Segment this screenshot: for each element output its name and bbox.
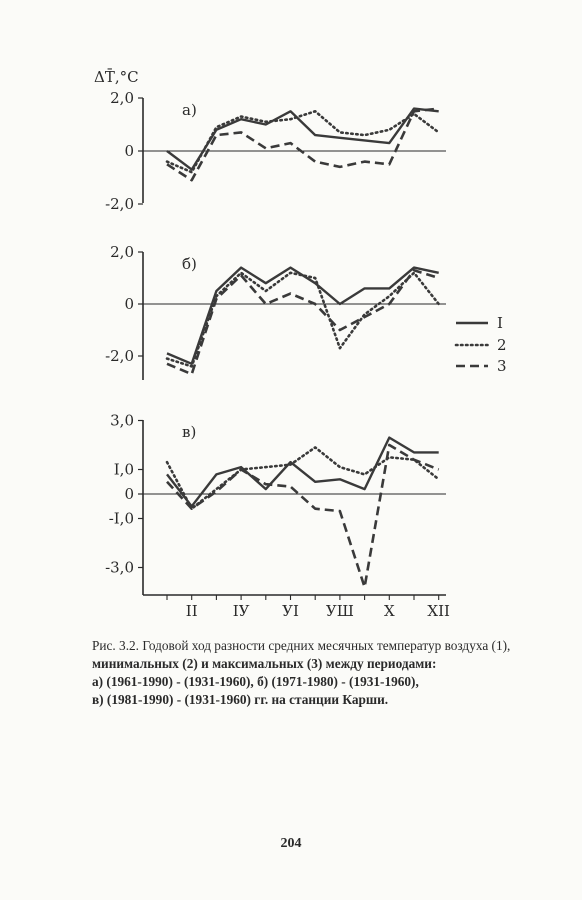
panel-3 bbox=[105, 412, 446, 601]
y-tick-label: 2,0 bbox=[110, 243, 134, 261]
y-axis-label: ΔT̄,°C bbox=[94, 68, 139, 86]
page-number: 204 bbox=[280, 836, 302, 851]
panel-2 bbox=[105, 243, 446, 380]
y-tick-label: -I,0 bbox=[108, 509, 134, 528]
caption-line-2: минимальных (2) и максимальных (3) между периодами: bbox=[92, 656, 437, 671]
caption-line-3: а) (1961-1990) - (1931-1960), б) (1971-1980) - (1931-1960), bbox=[92, 674, 419, 689]
x-tick-label: УI bbox=[282, 602, 299, 620]
figure-caption bbox=[92, 637, 564, 709]
y-tick-label: 3,0 bbox=[110, 411, 134, 430]
y-tick-label: 0 bbox=[124, 295, 134, 313]
x-tick-label: X bbox=[383, 602, 395, 620]
y-tick-label: -2,0 bbox=[105, 347, 134, 365]
series-line-1 bbox=[167, 109, 439, 170]
legend-label-3: 3 bbox=[497, 357, 507, 375]
x-axis-month-labels bbox=[186, 602, 450, 620]
x-tick-label: УШ bbox=[325, 602, 354, 620]
y-tick-label: 0 bbox=[124, 485, 134, 503]
series-line-2 bbox=[167, 111, 439, 172]
y-tick-label: -2,0 bbox=[105, 195, 134, 213]
x-tick-label: XII bbox=[427, 602, 450, 620]
series-line-1 bbox=[167, 268, 439, 364]
legend-label-1: I bbox=[497, 314, 503, 332]
panel-label: в) bbox=[182, 423, 197, 441]
panel-label: a) bbox=[182, 101, 197, 119]
panel-1 bbox=[105, 89, 446, 213]
caption-line-1: Рис. 3.2. Годовой ход разности средних месячных температур воздуха (1), bbox=[92, 638, 511, 653]
panel-label: б) bbox=[182, 255, 197, 273]
x-tick-label: II bbox=[185, 602, 198, 620]
y-tick-label: 0 bbox=[124, 142, 134, 160]
series-line-2 bbox=[167, 447, 439, 508]
legend-label-2: 2 bbox=[497, 336, 507, 354]
series-line-3 bbox=[167, 445, 439, 587]
series-line-2 bbox=[167, 273, 439, 367]
caption-line-4: в) (1981-1990) - (1931-1960) гг. на станции Карши. bbox=[92, 692, 389, 707]
legend bbox=[456, 314, 507, 375]
panels-group bbox=[105, 89, 446, 600]
series-line-3 bbox=[167, 270, 439, 374]
x-tick-label: IУ bbox=[232, 602, 250, 620]
y-tick-label: I,0 bbox=[113, 460, 134, 479]
y-tick-label: 2,0 bbox=[110, 89, 134, 107]
y-tick-label: -3,0 bbox=[105, 558, 134, 577]
